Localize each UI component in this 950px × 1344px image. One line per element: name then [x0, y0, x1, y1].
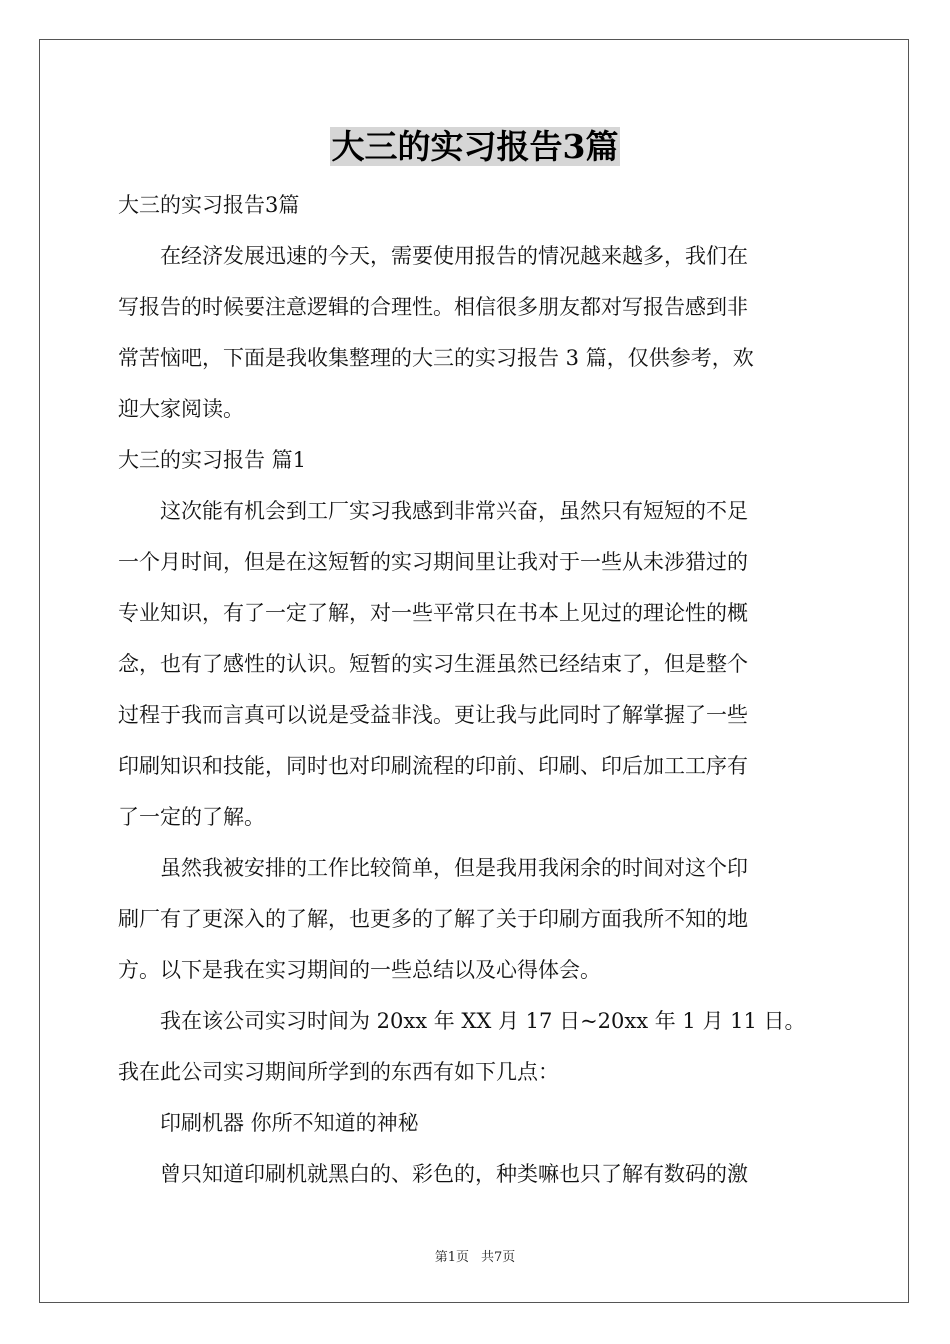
text-line: 在经济发展迅速的今天，需要使用报告的情况越来越多，我们在 — [118, 244, 748, 268]
text-line: 专业知识，有了一定了解，对一些平常只在书本上见过的理论性的概 — [118, 601, 748, 625]
text-line: 这次能有机会到工厂实习我感到非常兴奋，虽然只有短短的不足 — [118, 499, 748, 523]
page-footer — [0, 1246, 950, 1265]
text-line: 刷厂有了更深入的了解，也更多的了解了关于印刷方面我所不知的地 — [118, 907, 748, 931]
text-line: 印刷机器 你所不知道的神秘 — [118, 1111, 419, 1135]
text-line: 我在该公司实习时间为 20xx 年 XX 月 17 日~20xx 年 1 月 11 日。 — [118, 1009, 806, 1033]
document-title — [0, 124, 950, 170]
document-body — [118, 180, 834, 1200]
text-line: 大三的实习报告3篇 — [118, 193, 300, 217]
document-title-text: 大三的实习报告3篇 — [331, 127, 619, 166]
text-line: 了一定的了解。 — [118, 805, 265, 829]
text-line: 印刷知识和技能，同时也对印刷流程的印前、印刷、印后加工工序有 — [118, 754, 748, 778]
text-line: 方。以下是我在实习期间的一些总结以及心得体会。 — [118, 958, 601, 982]
page-total: 共7页 — [481, 1250, 516, 1265]
text-line: 一个月时间，但是在这短暂的实习期间里让我对于一些从未涉猎过的 — [118, 550, 748, 574]
text-line: 过程于我而言真可以说是受益非浅。更让我与此同时了解掌握了一些 — [118, 703, 748, 727]
text-line: 曾只知道印刷机就黑白的、彩色的，种类嘛也只了解有数码的激 — [118, 1162, 748, 1186]
text-line: 迎大家阅读。 — [118, 397, 244, 421]
text-line: 念，也有了感性的认识。短暂的实习生涯虽然已经结束了，但是整个 — [118, 652, 748, 676]
text-line: 我在此公司实习期间所学到的东西有如下几点： — [118, 1060, 559, 1084]
text-line: 大三的实习报告 篇1 — [118, 448, 307, 472]
text-line: 常苦恼吧，下面是我收集整理的大三的实习报告 3 篇，仅供参考，欢 — [118, 346, 754, 370]
page-number: 第1页 — [434, 1250, 469, 1265]
text-line: 写报告的时候要注意逻辑的合理性。相信很多朋友都对写报告感到非 — [118, 295, 748, 319]
text-line: 虽然我被安排的工作比较简单，但是我用我闲余的时间对这个印 — [118, 856, 748, 880]
